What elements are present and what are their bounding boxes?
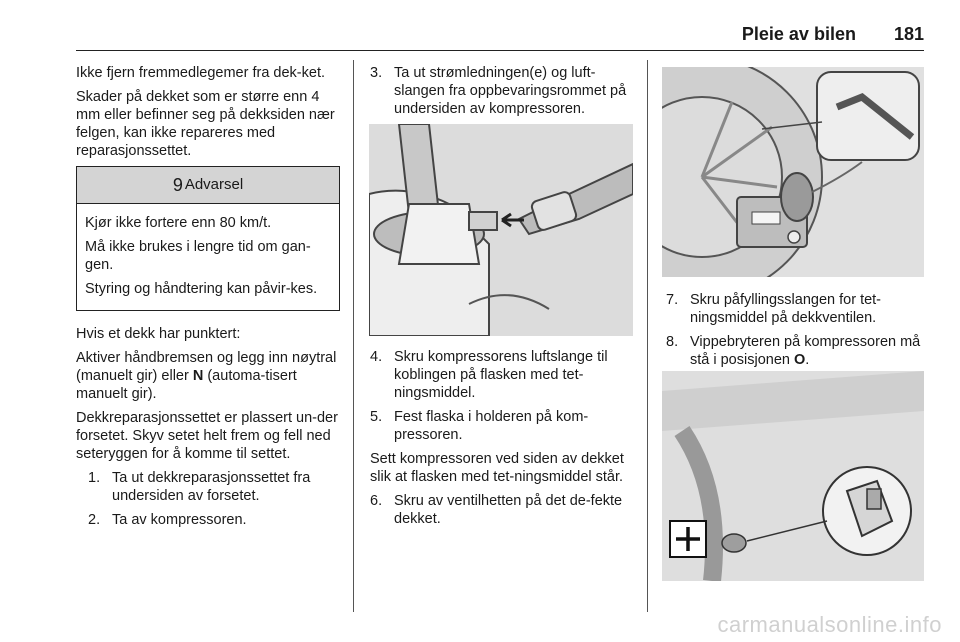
step-item: 6. Skru av ventilhetten på det de-fekte dekket. (370, 493, 623, 527)
column-2 (370, 64, 634, 124)
paragraph-handbrake: Aktiver håndbremsen og legg inn nøytral (manuelt gir) eller N (automa-tisert manuelt gir). (76, 350, 337, 402)
column-1 (76, 64, 340, 535)
step-item: 1. Ta ut dekkreparasjonssettet fra undersiden av forsetet. (88, 470, 311, 504)
warning-triangle-icon: 9 (172, 175, 183, 195)
column-2-steps (370, 348, 634, 534)
step-item: 4. Skru kompressorens luftslange til koblingen på flasken med tet-ningsmiddel. (370, 349, 608, 401)
page-header (0, 24, 924, 52)
warning-body (77, 204, 339, 310)
section-title: Pleie av bilen (741, 24, 856, 44)
gear-position-n: N (192, 368, 204, 384)
warning-box (76, 166, 340, 311)
column-divider-2 (647, 60, 648, 612)
warning-title: Advarsel (184, 176, 244, 193)
figure-bottle-hose-illustration (369, 124, 633, 336)
warning-header (77, 167, 339, 204)
step-item: 7. Skru påfyllingsslangen for tet-ningsmiddel på dekkventilen. (666, 292, 882, 326)
page-number: 181 (893, 24, 924, 44)
header-rule (76, 50, 924, 51)
paragraph-foreign-objects: Ikke fjern fremmedlegemer fra dek-ket. (76, 65, 326, 81)
step-item: 3. Ta ut strømledningen(e) og luft-slangen fra oppbevaringsrommet på undersiden av kompressoren. (370, 65, 627, 117)
step-item: 2. Ta av kompressoren. (88, 512, 247, 528)
step-item: 8. Vippebryteren på kompressoren må stå i posisjonen O. (666, 334, 921, 368)
paragraph-damage: Skader på dekket som er større enn 4 mm eller befinner seg på dekksiden nær felgen, kan ikke repareres med reparasjonssettet. (76, 89, 335, 159)
switch-position-o: O (793, 352, 806, 368)
warning-line: Styring og håndtering kan påvir-kes. (85, 281, 318, 297)
paragraph-kit-location: Dekkreparasjonssettet er plassert un-der forsetet. Skyv setet helt frem og fell ned seteryggen for å komme til settet. (76, 410, 338, 462)
warning-line: Kjør ikke fortere enn 80 km/t. (85, 215, 272, 231)
step-item: 5. Fest flaska i holderen på kom-pressoren. (370, 409, 589, 443)
paragraph-puncture: Hvis et dekk har punktert: (76, 326, 241, 342)
watermark: carmanualsonline.info (717, 612, 942, 637)
column-divider-1 (353, 60, 354, 612)
column-3 (666, 291, 926, 375)
warning-line: Må ikke brukes i lengre tid om gan-gen. (85, 239, 311, 273)
figure-compressor-tyre-illustration (662, 67, 924, 277)
step5-note: Sett kompressoren ved siden av dekket slik at flasken med tet-ningsmiddel står. (370, 451, 624, 485)
figure-compressor-switch-illustration (662, 371, 924, 581)
